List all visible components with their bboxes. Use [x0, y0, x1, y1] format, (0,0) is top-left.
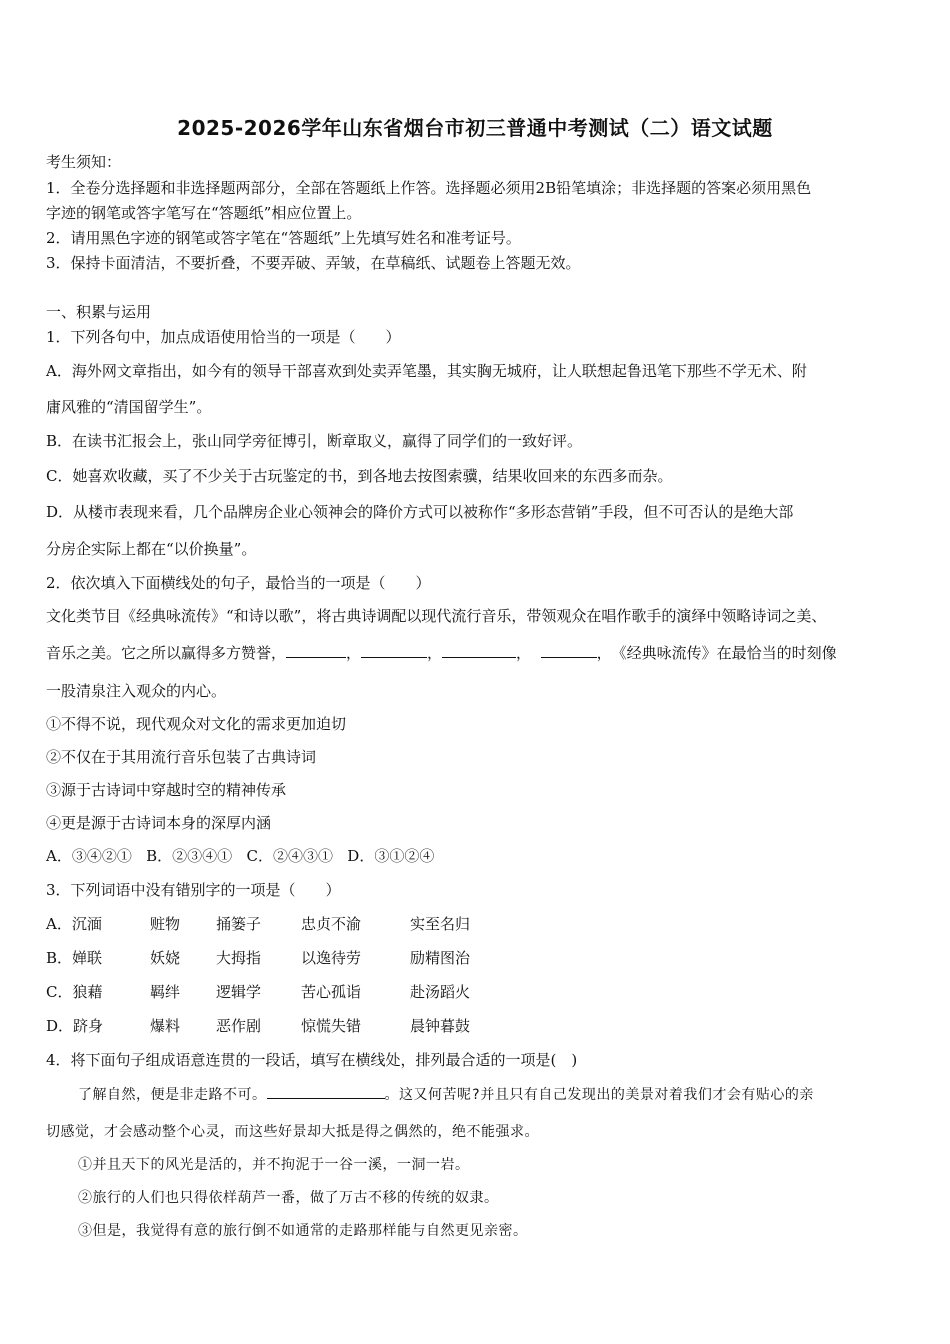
fill-blank[interactable] [442, 643, 516, 658]
question-3-option-row[interactable] [46, 1016, 646, 1036]
question-2-sentence: ③源于古诗词中穿越时空的精神传承 [46, 781, 287, 799]
exam-title: 2025-2026学年山东省烟台市初三普通中考测试（二）语文试题 [177, 116, 773, 140]
question-1-option-a-cont: 庸风雅的“清国留学生”。 [46, 398, 212, 416]
question-4-passage-cont: 切感觉，才会感动整个心灵，而这些好景却大抵是得之偶然的，绝不能强求。 [46, 1124, 539, 1140]
passage-text: 音乐之美。它之所以赢得多方赞誉， [46, 644, 287, 662]
question-2-option-c[interactable]: C．②④③① [246, 847, 333, 865]
question-3-option-row[interactable] [46, 914, 646, 934]
word: 捅篓子 [216, 915, 262, 933]
word: B．婵联 [46, 949, 103, 967]
question-3-option-row[interactable] [46, 948, 646, 968]
word: 以逸待劳 [301, 949, 362, 967]
word: 励精图治 [410, 949, 471, 967]
question-1-option-a: A．海外网文章指出，如今有的领导干部喜欢到处卖弄笔墨，其实胸无城府，让人联想起鲁迅笔下那些不学无术、附 [46, 362, 807, 380]
question-2-sentence: ④更是源于古诗词本身的深厚内涵 [46, 814, 272, 832]
notice-item: 1．全卷分选择题和非选择题两部分，全部在答题纸上作答。选择题必须用2B铅笔填涂；非选择题的答案必须用黑色 [46, 179, 812, 197]
word: 实至名归 [410, 915, 471, 933]
word: 惊慌失错 [301, 1017, 362, 1035]
word: 晨钟暮鼓 [410, 1017, 471, 1035]
word: 恶作剧 [216, 1017, 262, 1035]
question-1-stem: 1．下列各句中，加点成语使用恰当的一项是（ ） [46, 328, 401, 346]
question-2-option-a[interactable]: A．③④②① [46, 847, 132, 865]
passage-text: ， 《经典咏流传》在最恰当的时刻像 [596, 644, 837, 662]
question-2-option-b[interactable]: B．②③④① [146, 847, 233, 865]
question-4-sentence: ③但是，我觉得有意的旅行倒不如通常的走路那样能与自然更见亲密。 [78, 1223, 528, 1239]
word: 妖娆 [150, 949, 181, 967]
question-3-option-row[interactable] [46, 982, 646, 1002]
question-2-passage-line3: 一股清泉注入观众的内心。 [46, 682, 227, 700]
question-2-options [46, 846, 434, 866]
notice-heading: 考生须知： [46, 153, 122, 171]
question-2-option-d[interactable]: D．③①②④ [347, 847, 435, 865]
blank-separator: ， [346, 644, 362, 662]
word: 羁绊 [150, 983, 181, 1001]
notice-item: 3．保持卡面清洁，不要折叠，不要弄破、弄皱，在草稿纸、试题卷上答题无效。 [46, 254, 581, 272]
fill-blank[interactable] [361, 643, 427, 658]
blank-separator: ， [516, 644, 532, 662]
fill-blank[interactable] [541, 643, 597, 658]
question-1-option-d-cont: 分房企实际上都在“以价换量”。 [46, 540, 257, 558]
word: C．狼藉 [46, 983, 103, 1001]
word: D．跻身 [46, 1017, 104, 1035]
question-4-sentence: ②旅行的人们也只得依样葫芦一番，做了万古不移的传统的奴隶。 [78, 1190, 499, 1206]
question-1-option-c: C．她喜欢收藏，买了不少关于古玩鉴定的书，到各地去按图索骥，结果收回来的东西多而杂。 [46, 467, 673, 485]
fill-blank[interactable] [286, 643, 346, 658]
notice-item: 字迹的钢笔或答字笔写在“答题纸”相应位置上。 [46, 204, 362, 222]
word: 爆料 [150, 1017, 181, 1035]
word: 忠贞不渝 [301, 915, 362, 933]
blank-separator: ， [427, 644, 443, 662]
question-3-stem: 3．下列词语中没有错别字的一项是（ ） [46, 881, 341, 899]
word: A．沉湎 [46, 915, 102, 933]
word: 赃物 [150, 915, 181, 933]
section-heading: 一、积累与运用 [46, 303, 152, 321]
question-2-sentence: ①不得不说，现代观众对文化的需求更加迫切 [46, 715, 347, 733]
question-2-sentence: ②不仅在于其用流行音乐包装了古典诗词 [46, 748, 317, 766]
question-2-passage: 文化类节目《经典咏流传》“和诗以歌”，将古典诗调配以现代流行音乐，带领观众在唱作歌手的演绎中领略诗词之美、 [46, 607, 827, 625]
word: 赴汤蹈火 [410, 983, 471, 1001]
passage-text: 。这又何苦呢?并且只有自己发现出的美景对着我们才会有贴心的亲 [384, 1087, 814, 1103]
question-1-option-d: D．从楼市表现来看，几个品牌房企业心领神会的降价方式可以被称作“多形态营销”手段，但不可否认的是绝大部 [46, 503, 794, 521]
question-4-sentence: ①并且天下的风光是活的，并不拘泥于一谷一溪，一洞一岩。 [78, 1157, 470, 1173]
question-1-option-b: B．在读书汇报会上，张山同学旁征博引，断章取义，赢得了同学们的一致好评。 [46, 432, 583, 450]
question-2-passage-line2 [46, 643, 837, 663]
question-4-stem: 4．将下面句子组成语意连贯的一段话，填写在横线处，排列最合适的一项是( ) [46, 1051, 578, 1069]
word: 逻辑学 [216, 983, 262, 1001]
word: 苦心孤诣 [301, 983, 362, 1001]
passage-text: 了解自然，便是非走路不可。 [78, 1087, 267, 1103]
word: 大拇指 [216, 949, 262, 967]
notice-item: 2．请用黑色字迹的钢笔或答字笔在“答题纸”上先填写姓名和准考证号。 [46, 229, 521, 247]
question-4-passage [78, 1084, 814, 1105]
fill-blank[interactable] [267, 1084, 385, 1099]
question-2-stem: 2．依次填入下面横线处的句子，最恰当的一项是（ ） [46, 574, 431, 592]
